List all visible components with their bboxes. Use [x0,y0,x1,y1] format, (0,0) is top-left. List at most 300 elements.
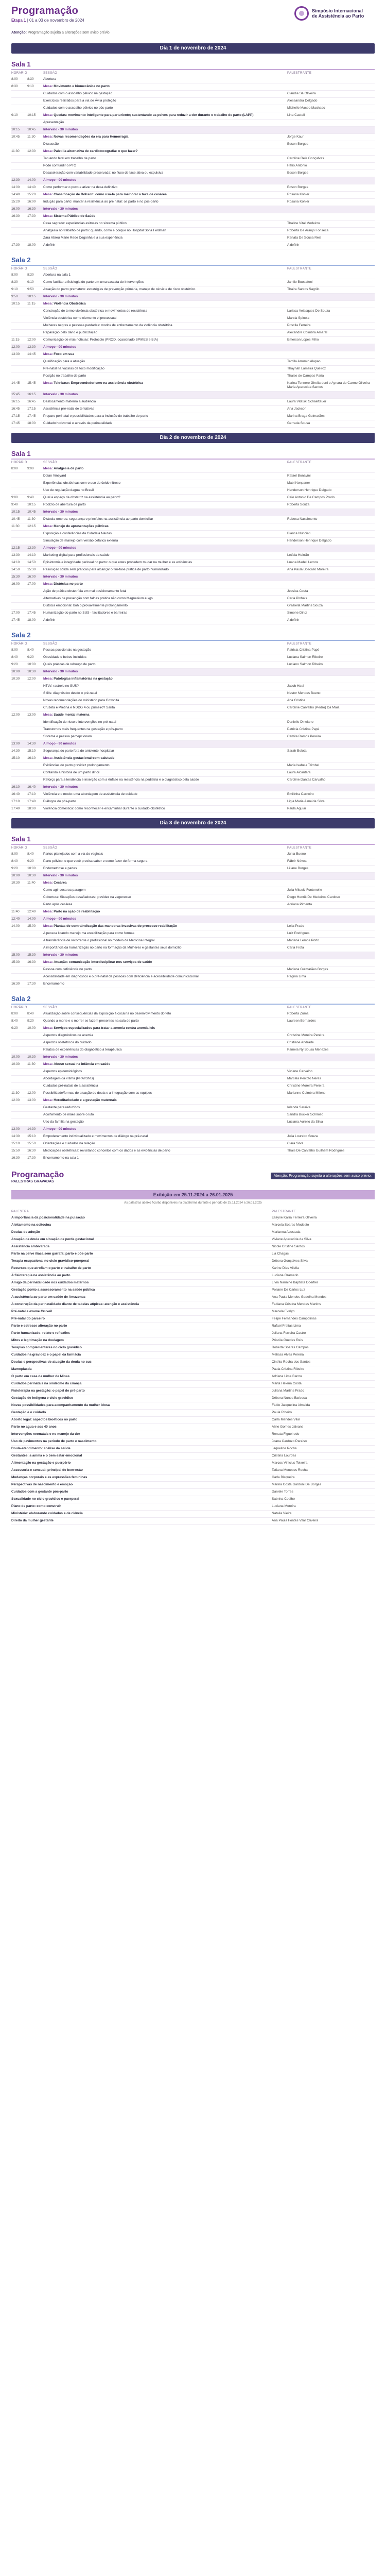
session-title: Violência obstétrica como elemento vi processual [43,316,117,320]
session-cell [43,193,287,197]
session-title: Almoço - 90 minutos [43,178,76,182]
schedule-row [11,502,375,509]
session-cell [43,309,287,313]
start-time: 13:00 [11,1127,20,1131]
end-time: 13:00 [27,713,36,717]
session-cell [43,1156,287,1160]
start-time: 15:30 [11,960,20,964]
speaker: Caroline Dantas Carvalho [287,777,326,782]
start-time: 17:40 [11,806,20,810]
schedule-row [11,866,375,873]
speaker: Laura Vitalski Schaeftauer [287,399,326,403]
speaker: Camila Ramos Pereira [287,734,321,738]
speaker: Jorge Kaur [287,135,304,139]
recorded-title: Programação [11,1170,64,1179]
schedule-row [11,748,375,755]
end-time: 17:40 [27,799,36,803]
start-time: 10:00 [11,873,20,877]
event-logo [294,6,374,21]
schedule-row [11,799,375,806]
session-title: Zara Abreu Marie Rede Cegonha e a sua experiência [43,236,122,240]
end-time: 10:00 [27,1026,36,1030]
recorded-talk: Aleitamento na ocitocina [11,1223,51,1227]
session-tag: Mesa: [43,381,53,385]
session-title: Cruzeta e Pretina e NDDG 4 ou primeiro? Sarita [43,705,115,709]
speaker: A definir [287,243,300,247]
session-title: Distócias no parto [54,582,83,586]
speaker: Alessandra Delgado [287,99,318,103]
end-time: 17:10 [27,792,36,796]
session-title: A pessoa lidando manejo ma estabilização para como formas [43,931,135,935]
session-title: Intervalo - 30 minutos [43,574,78,579]
session-cell [43,785,287,789]
start-time: 11:40 [11,909,20,913]
session-cell [43,960,287,964]
end-time: 9:10 [27,280,34,284]
recorded-talk: Ministério: elaborando cuidados e de ciência [11,1511,83,1515]
start-time: 14:10 [11,560,20,564]
session-title: Discussão [43,142,59,146]
col-session: SESSÃO [43,846,58,850]
end-time: 14:10 [27,553,36,557]
speaker: Ana Paula Boscallo Moreira [287,567,329,571]
speaker: Thaira Santos Sagrilo [287,287,320,291]
schedule-row [11,523,375,531]
session-cell [43,677,287,681]
recorded-speaker: Viviane Aparecida da Silva [272,1237,311,1241]
schedule-row [11,581,375,588]
recorded-row [11,1496,375,1503]
column-header [11,641,375,647]
schedule-row [11,909,375,916]
end-time: 14:50 [27,560,36,564]
start-time: 10:15 [11,510,20,514]
schedule-row [11,1148,375,1155]
recorded-row [11,1359,375,1366]
end-time: 9:20 [27,859,34,863]
schedule-row [11,105,375,112]
end-time: 18:00 [27,421,36,425]
speaker: Bianca Nunciati [287,531,311,535]
recorded-speaker: Luciana Gramarin [272,1273,299,1277]
start-time: 15:30 [11,574,20,579]
recorded-talk: A fisioterapia na assistência ao parto [11,1273,71,1277]
session-cell [43,157,287,161]
session-title: Parto pélvico: o que você precisa saber e como fazer de forma segura [43,859,148,863]
session-cell [43,917,287,921]
page-header [0,0,386,31]
session-title: Partos planejados com a via do vaginais [43,852,103,856]
session-cell [43,655,287,659]
schedule-row [11,981,375,988]
session-title: Alternativas de prevenção com falhas prática não como Magnesium e kgs [43,596,153,600]
recorded-talk: Parto e estresse alteração no parto [11,1324,67,1328]
start-time: 14:30 [11,1134,20,1138]
session-title: Qualificação para a atuação [43,360,85,363]
session-title: Abertura [43,77,56,81]
start-time: 17:00 [11,611,20,615]
end-time: 12:00 [27,676,36,681]
column-header [11,845,375,851]
speaker: Luciano Salmon Ribeiro [287,662,323,666]
end-time: 14:30 [27,1127,36,1131]
session-tag: Mesa: [43,880,53,885]
session-title: Distocia ombros: segurança e princípios na assistência ao parto domiciliar [43,517,153,521]
session-title: Parto na ação de reabilitação [54,909,100,913]
schedule-row [11,228,375,235]
session-title: Segurança do parto fora do ambiente hospitalar [43,749,114,753]
start-time: 16:30 [11,981,20,986]
session-cell [43,953,287,957]
schedule-row [11,1040,375,1047]
recorded-row [11,1352,375,1359]
session-cell [43,903,287,907]
session-cell [43,360,287,364]
session-title: Almoço - 90 minutos [43,1127,76,1131]
recorded-speaker: Ellayne Kallia Ferreira Oliveira [272,1215,317,1219]
room-title: Sala 1 [11,834,375,845]
end-time: 12:00 [27,1091,36,1095]
column-header [11,70,375,76]
schedule-row [11,654,375,662]
recorded-speaker: Felipe Fernandes Campolinas [272,1316,317,1320]
recorded-row [11,1467,375,1475]
start-time: 8:00 [11,648,18,652]
schedule-row [11,617,375,624]
speaker: Caio Antonio De Campos Prado [287,495,335,499]
start-time: 12:00 [11,713,20,717]
recorded-row [11,1301,375,1309]
schedule-row [11,380,375,392]
session-cell [43,352,287,357]
recorded-row [11,1511,375,1518]
end-time: 15:20 [27,193,36,196]
col-speaker: PALESTRANTE [287,72,312,75]
recorded-row [11,1460,375,1467]
end-time: 15:30 [27,567,36,571]
session-tag: Mesa: [43,960,53,964]
spacer [0,38,386,43]
recorded-speaker: Nicole Cristine Santos [272,1244,305,1248]
speaker: Edson Borges [287,142,308,146]
schedule-row [11,938,375,945]
schedule-row [11,286,375,294]
speaker: Henderson Henrique Delgado [287,488,332,492]
session-tag: Mesa: [43,1062,53,1066]
schedule-row [11,777,375,784]
session-cell [43,338,287,342]
session-cell [43,1012,287,1016]
session-title: Abertura na sala 1 [43,273,71,277]
session-cell [43,742,287,746]
session-cell [43,1149,287,1153]
speaker: Christine Moreira Pereira [287,1083,325,1088]
session-cell [43,171,287,175]
speaker: Edson Borges [287,171,308,175]
session-tag: Mesa: [43,135,53,139]
end-time: 12:15 [27,524,36,528]
col-time: HORÁRIO [11,461,27,464]
recorded-speaker: Débora Nunes Barbosa [272,1396,307,1400]
session-title: Abordagem da vítima (PRAI/SNS) [43,1076,94,1080]
start-time: 16:10 [11,785,20,789]
col-session: SESSÃO [43,461,58,464]
end-time: 9:40 [27,495,34,499]
session-title: Tatuando fetal em trabalho de parto [43,157,96,160]
session-cell [43,421,287,426]
session-title: Experiências obstétricas com o uso do óxido nitroso [43,481,120,485]
recorded-speaker: Luciana Moreira [272,1504,296,1508]
recorded-talk: Atuação da doula em situação de perda gestacional [11,1237,94,1241]
recorded-talk: Novas possibilidades para acompanhamento da mulher idosa [11,1403,110,1407]
break-row [11,784,375,791]
session-cell [43,778,287,782]
schedule-row [11,726,375,734]
session-title: Encerramento na sala 1 [43,1156,79,1160]
session-title: Construção de termo violência obstétrica e movimentos de resistência [43,309,147,313]
speaker: Mabi Nenpaner [287,481,310,485]
spacer [0,813,386,818]
session-title: Manejo de apresentações pélvicas [54,524,109,528]
col-session: SESSÃO [43,72,58,75]
recorded-speaker: Fabiana Cristina Mendes Martins [272,1302,321,1306]
recorded-speaker: Lívia Nannine Baptista Doerfier [272,1280,318,1284]
session-title: Hereditariedade e a gestação maternais [54,1098,117,1102]
start-time: 10:30 [11,1062,20,1066]
recorded-row [11,1446,375,1453]
start-time: 12:00 [11,1098,20,1102]
recorded-speaker: Carla Bisqueira [272,1475,295,1479]
session-cell [43,142,287,146]
speaker: Luana Madeli Lemos [287,560,319,564]
schedule-row [11,199,375,206]
session-cell [43,287,287,292]
speaker: Maria Isabela Trimbel [287,763,320,767]
end-time: 8:40 [27,852,34,856]
end-time: 9:20 [27,1019,34,1023]
schedule-row [11,330,375,337]
speaker: Rafael Bonavini [287,473,311,478]
schedule-row [11,603,375,610]
schedule-row [11,887,375,894]
session-title: A definir [43,243,56,247]
session-cell [43,1077,287,1081]
session-title: Novas recomendações do ministério para Coxonita [43,698,119,702]
start-time: 16:40 [11,792,20,796]
end-time: 9:20 [27,655,34,659]
end-time: 17:15 [27,406,36,411]
start-time: 11:30 [11,149,20,153]
schedule-row [11,1069,375,1076]
speaker: Tarcila Arrumin Alapao [287,360,321,363]
schedule-row [11,1083,375,1090]
speaker: Jacob Hael [287,684,304,688]
recorded-speaker: Adriana Lima Barros [272,1374,303,1378]
stage-dates: 01 a 03 de novembro de 2024 [29,18,84,23]
session-title: Intervalo - 30 minutos [43,785,78,789]
break-row [11,177,375,184]
session-cell [43,859,287,863]
schedule-row [11,567,375,574]
schedule-row [11,235,375,242]
end-time: 18:00 [27,618,36,622]
spacer [0,988,386,993]
session-title: Diálogos do pós-parto [43,799,76,803]
recorded-talk: Gestação de indígena e ciclo gravidico [11,1396,73,1400]
session-tag: Mesa: [43,352,53,356]
schedule-row [11,351,375,359]
start-time: 8:00 [11,852,18,856]
schedule-row [11,120,375,127]
start-time: 9:20 [11,662,18,666]
schedule-row [11,83,375,91]
recorded-talk: Parto humanizado: relato e reflexões [11,1331,70,1335]
recorded-talk: Terapia ocupacional no ciclo gravidico-puerperal [11,1259,90,1263]
session-cell [43,604,287,608]
session-cell [43,178,287,182]
session-cell [43,670,287,674]
session-cell [43,691,287,696]
recorded-speaker: Juliana Ferreira Castro [272,1331,306,1335]
recorded-row [11,1251,375,1258]
session-title: Atualização sobre consequências da exposição à cocaína no desenvolvimento do feto [43,1011,171,1015]
speaker: Marianne Coimbra Milene [287,1091,326,1095]
session-cell [43,975,287,979]
start-time: 14:30 [11,749,20,753]
session-title: Medicações obstétricas: revisitando conceitos com os dados e as evidências de parto [43,1148,170,1153]
recorded-talk: Parto no agua e aos 40 anos [11,1425,57,1429]
logo-text: Simpósio Internacional de Assistência ao Parto [312,8,364,19]
session-title: Contando a história de um parto difícil [43,770,100,774]
recorded-talk: Direito da mulher gestante [11,1518,54,1522]
speaker: Henderson Henrique Delgado [287,538,332,543]
start-time: 17:45 [11,421,20,425]
recorded-speaker: Cinthia Rocha dos Santos [272,1360,311,1364]
schedule-row [11,406,375,413]
session-cell [43,229,287,233]
day-banner: Dia 1 de novembro de 2024 [11,43,375,54]
session-cell [43,982,287,986]
recorded-speaker: Melissa Alves Pereira [272,1352,304,1357]
session-cell [43,684,287,688]
session-cell [43,771,287,775]
session-title: Pode confundir o PTO [43,164,77,167]
end-time: 14:40 [27,185,36,189]
end-time: 8:30 [27,77,34,81]
recorded-row [11,1475,375,1482]
schedule-row [11,301,375,308]
schedule-row [11,1090,375,1097]
recorded-speaker: Paula Ribeiro [272,1410,292,1414]
session-tag: Mesa: [43,1098,53,1102]
speaker: Karina Tonnere Ghellardoni e Aynara do Carmo Oliveira Maria Aparecida Santos [287,381,370,389]
recorded-row [11,1381,375,1388]
end-time: 11:40 [27,880,36,885]
start-time: 15:10 [11,1141,20,1145]
session-cell [43,1127,287,1131]
session-title: Patologias inflamatórias na gestação [54,676,113,681]
session-title: Intervalo - 30 minutos [43,1055,78,1059]
session-title: Posição no trabalho de parto [43,374,86,378]
start-time: 15:10 [11,756,20,760]
session-title: Violência Obstétrica [54,302,86,306]
session-title: Almoço - 90 minutos [43,741,76,745]
session-title: Preparo perinatal e possibilidades para a inclusão do trabalho de parto [43,414,148,418]
session-cell [43,611,287,615]
session-cell [43,113,287,117]
schedule-row [11,690,375,698]
recorded-speaker: Roberta Soares Campos [272,1345,309,1349]
schedule-row [11,1141,375,1148]
session-cell [43,200,287,204]
speaker: Caroline Reis Gonçalves [287,157,324,160]
schedule-row [11,712,375,719]
recorded-speaker: Ana Paula Fontes Vilar Oliveira [272,1518,319,1522]
speaker: Thaise de Campos Faria [287,374,324,378]
session-title: A transferência de recorrente o profissional no modelo de Medicina Integral [43,938,155,942]
speaker: Larissa Velasquez De Souza [287,309,330,313]
session-cell [43,867,287,871]
end-time: 12:30 [27,149,36,153]
schedule-row [11,858,375,866]
schedule [0,38,386,1162]
column-header [11,266,375,272]
end-time: 17:00 [27,582,36,586]
start-time: 10:00 [11,1055,20,1059]
session-cell [43,222,287,226]
recorded-talk: Gestantes: a anima e o bem estar emocional [11,1453,82,1458]
col-speaker: PALESTRANTE [287,1006,312,1009]
start-time: 15:50 [11,1148,20,1153]
schedule-row [11,337,375,344]
recorded-talk: Recursos que atrofiam o parto e trabalho de parto [11,1266,91,1270]
session-cell [43,496,287,500]
session-title: Abuso sexual na infância em saúde [54,1062,111,1066]
session-title: Atuação: comunicação interdisciplinar nos serviços de saúde [54,960,152,964]
session-cell [43,488,287,493]
recorded-talk: Terapias complementares no ciclo gravidico [11,1345,82,1349]
session-cell [43,407,287,411]
recorded-attention-badge: Atenção: Programação sujeita a alterações sem aviso prévio. [271,1173,375,1179]
schedule-row [11,552,375,560]
stage-label: Etapa 1 [11,18,26,23]
speaker: Mariana Guimarães Borges [287,967,328,971]
schedule-row [11,894,375,902]
session-title: Plantas de contraindicação das manobras invasivas do processo reabilitação [54,924,177,928]
end-time: 16:10 [27,756,36,760]
schedule-row [11,279,375,286]
room-title: Sala 2 [11,255,375,266]
start-time: 12:00 [11,345,20,349]
break-row [11,545,375,552]
speaker: Adriana Pimenta [287,902,312,906]
recorded-row [11,1294,375,1301]
session-cell [43,345,287,349]
start-time: 14:40 [11,193,20,196]
speaker: Renata De Sousa Reis [287,236,322,240]
session-cell [43,946,287,950]
speaker: Laura Alcantara [287,770,311,774]
session-cell [43,316,287,320]
recorded-speaker: Daniele Torres [272,1489,293,1494]
session-title: Cuidados pré-natais de a assistência [43,1083,98,1088]
end-time: 10:00 [27,662,36,666]
start-time: 10:45 [11,517,20,521]
start-time: 10:00 [11,669,20,673]
speaker: Fábrir Nóvoa [287,859,307,863]
session-cell [43,699,287,703]
recorded-talk: Cuidados com a gestante pós-parto [11,1489,68,1494]
